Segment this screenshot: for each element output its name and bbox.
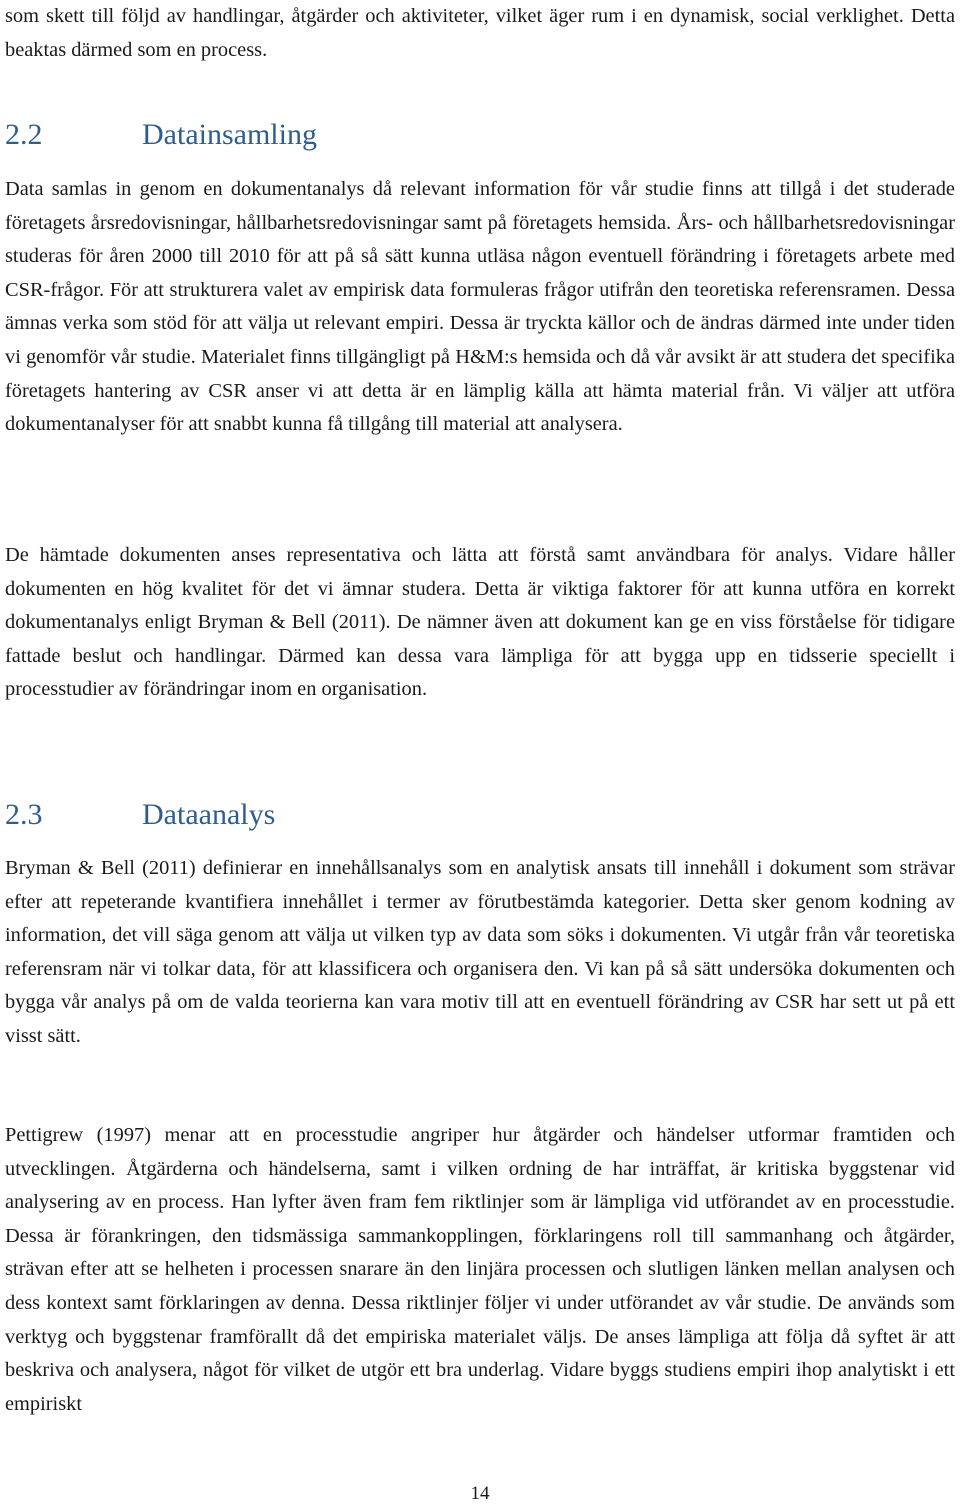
- opening-paragraph: som skett till följd av handlingar, åtgärder och aktiviteter, vilket äger rum i en dynamisk, social verklighet. Detta beaktas därmed som en process.: [5, 5, 955, 61]
- paragraph-dataanalys-2: Pettigrew (1997) menar att en processtudie angriper hur åtgärder och händelser utformar framtiden och utvecklingen. Åtgärderna och händelserna, samt i vilken ordning de har inträffat, är kritiska byggstenar vid analysering av en process. Han lyfter även fram fem riktlinjer som är lämpliga vid utförandet av en processtudie. Dessa är förankringen, den tidsmässiga sammankopplingen, förklaringens roll till sammanhang och åtgärder, strävan efter att se helheten i processen snarare än den linjära processen och slutligen länken mellan analysen och dess kontext samt förklaringen av denna. Dessa riktlinjer följer vi under utförandet av vår studie. De används som verktyg och byggstenar framförallt då det empiriska materialet väljs. De anses lämpliga att följa då syftet är att beskriva och analysera, något för vilket de utgör ett bra underlag. Vidare byggs studiens empiri ihop analytiskt i ett empiriskt: [5, 1124, 955, 1415]
- paragraph-datainsamling-1: Data samlas in genom en dokumentanalys då relevant information för vår studie finns att tillgå i det studerade företagets årsredovisningar, hållbarhetsredovisningar samt på företagets hemsida. Års- och hållbarhetsredovisningar studeras för åren 2000 till 2010 för att på så sätt kunna utläsa någon eventuell förändring i företagets arbete med CSR-frågor. För att strukturera valet av empirisk data formuleras frågor utifrån den teoretiska referensramen. Dessa ämnas verka som stöd för att välja ut relevant empiri. Dessa är tryckta källor och de ändras därmed inte under tiden vi genomför vår studie. Materialet finns tillgängligt på H&M:s hemsida och då vår avsikt är att studera det specifika företagets hantering av CSR anser vi att detta är en lämplig källa att hämta material från. Vi väljer att utföra dokumentanalyser för att snabbt kunna få tillgång till material att analysera.: [5, 178, 955, 436]
- section-number: 2.2: [5, 118, 43, 151]
- section-heading-datainsamling: [5, 117, 317, 153]
- page-number: 14: [470, 1483, 490, 1504]
- section-title: Dataanalys: [142, 798, 276, 831]
- paragraph-dataanalys-1: Bryman & Bell (2011) definierar en innehållsanalys som en analytisk ansats till innehåll i dokument som strävar efter att repeterande kvantifiera innehållet i termer av förutbestämda kategorier. Detta sker genom kodning av information, det vill säga genom att välja ut vilken typ av data som söks i dokumenten. Vi utgår från vår teoretiska referensram när vi tolkar data, för att klassificera och organisera den. Vi kan på så sätt undersöka dokumenten och bygga vår analys på om de valda teorierna kan vara motiv till att en eventuell förändring av CSR har sett ut på ett visst sätt.: [5, 857, 955, 1047]
- section-number: 2.3: [5, 798, 43, 831]
- section-title: Datainsamling: [142, 118, 317, 151]
- paragraph-datainsamling-2: De hämtade dokumenten anses representativa och lätta att förstå samt användbara för analys. Vidare håller dokumenten en hög kvalitet för det vi ämnar studera. Detta är viktiga faktorer för att kunna utföra en korrekt dokumentanalys enligt Bryman & Bell (2011). De nämner även att dokument kan ge en viss förståelse för tidigare fattade beslut och handlingar. Därmed kan dessa vara lämpliga för att bygga upp en tidsserie speciellt i processtudier av förändringar inom en organisation.: [5, 544, 955, 701]
- section-heading-dataanalys: [5, 797, 275, 833]
